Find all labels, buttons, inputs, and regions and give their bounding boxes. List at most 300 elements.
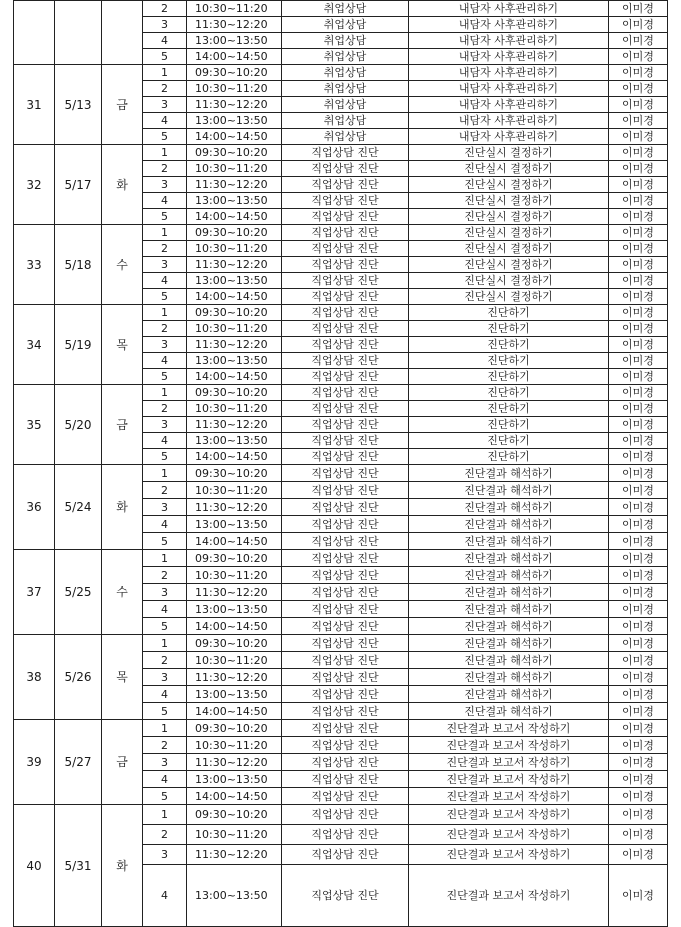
period-cell: 4 [143,601,187,618]
instructor-cell: 이미경 [609,567,668,584]
period-cell: 3 [143,177,187,193]
subject-cell: 직업상담 진단 [282,771,409,788]
time-cell: 11:30~12:20 [187,669,282,686]
period-cell: 3 [143,97,187,113]
time-cell: 13:00~13:50 [187,353,282,369]
no-cell [14,1,55,65]
content-cell: 진단하기 [409,321,609,337]
time-cell: 09:30~10:20 [187,635,282,652]
subject-cell: 직업상담 진단 [282,289,409,305]
period-cell: 1 [143,550,187,567]
period-cell: 1 [143,305,187,321]
time-cell: 10:30~11:20 [187,567,282,584]
period-cell: 4 [143,433,187,449]
date-cell: 5/13 [55,65,102,145]
instructor-cell: 이미경 [609,193,668,209]
content-cell: 진단하기 [409,417,609,433]
content-cell: 진단실시 결정하기 [409,273,609,289]
instructor-cell: 이미경 [609,385,668,401]
day-number-cell: 32 [14,145,55,225]
table-row [14,145,668,161]
time-cell: 09:30~10:20 [187,720,282,737]
period-cell: 4 [143,273,187,289]
time-cell: 13:00~13:50 [187,686,282,703]
instructor-cell: 이미경 [609,241,668,257]
subject-cell: 직업상담 진단 [282,788,409,805]
time-cell: 10:30~11:20 [187,401,282,417]
subject-cell: 직업상담 진단 [282,686,409,703]
content-cell: 진단실시 결정하기 [409,209,609,225]
content-cell: 진단실시 결정하기 [409,177,609,193]
weekday-cell: 화 [102,805,143,927]
instructor-cell: 이미경 [609,401,668,417]
subject-cell: 직업상담 진단 [282,225,409,241]
instructor-cell: 이미경 [609,129,668,145]
weekday-cell: 수 [102,550,143,635]
period-cell: 3 [143,257,187,273]
period-cell: 4 [143,865,187,927]
period-cell: 3 [143,669,187,686]
time-cell: 11:30~12:20 [187,417,282,433]
subject-cell: 직업상담 진단 [282,584,409,601]
content-cell: 진단결과 해석하기 [409,465,609,482]
time-cell: 13:00~13:50 [187,601,282,618]
content-cell: 내담자 사후관리하기 [409,1,609,17]
period-cell: 1 [143,65,187,81]
time-cell: 11:30~12:20 [187,584,282,601]
subject-cell: 직업상담 진단 [282,209,409,225]
subject-cell: 직업상담 진단 [282,273,409,289]
instructor-cell: 이미경 [609,771,668,788]
time-cell: 14:00~14:50 [187,449,282,465]
date-cell: 5/25 [55,550,102,635]
instructor-cell: 이미경 [609,533,668,550]
period-cell: 2 [143,1,187,17]
period-cell: 3 [143,754,187,771]
instructor-cell: 이미경 [609,113,668,129]
content-cell: 내담자 사후관리하기 [409,33,609,49]
content-cell: 진단결과 보고서 작성하기 [409,865,609,927]
subject-cell: 취업상담 [282,129,409,145]
time-cell: 09:30~10:20 [187,805,282,825]
subject-cell: 직업상담 진단 [282,601,409,618]
instructor-cell: 이미경 [609,686,668,703]
day-number-cell: 36 [14,465,55,550]
content-cell: 진단하기 [409,401,609,417]
time-cell: 14:00~14:50 [187,788,282,805]
period-cell: 3 [143,845,187,865]
instructor-cell: 이미경 [609,601,668,618]
table-row [14,225,668,241]
day-number-cell: 38 [14,635,55,720]
weekday-cell: 목 [102,305,143,385]
content-cell: 진단결과 해석하기 [409,499,609,516]
time-cell: 11:30~12:20 [187,177,282,193]
content-cell: 진단하기 [409,433,609,449]
instructor-cell: 이미경 [609,305,668,321]
table-row [14,1,668,17]
period-cell: 5 [143,788,187,805]
date-cell: 5/26 [55,635,102,720]
content-cell: 진단결과 해석하기 [409,550,609,567]
time-cell: 14:00~14:50 [187,209,282,225]
subject-cell: 취업상담 [282,1,409,17]
instructor-cell: 이미경 [609,321,668,337]
time-cell: 09:30~10:20 [187,465,282,482]
subject-cell: 직업상담 진단 [282,369,409,385]
content-cell: 진단결과 보고서 작성하기 [409,788,609,805]
time-cell: 14:00~14:50 [187,49,282,65]
content-cell: 내담자 사후관리하기 [409,97,609,113]
content-cell: 진단결과 해석하기 [409,618,609,635]
instructor-cell: 이미경 [609,635,668,652]
weekday-cell: 금 [102,65,143,145]
time-cell: 14:00~14:50 [187,129,282,145]
content-cell: 진단결과 해석하기 [409,652,609,669]
subject-cell: 직업상담 진단 [282,465,409,482]
subject-cell: 직업상담 진단 [282,353,409,369]
instructor-cell: 이미경 [609,81,668,97]
subject-cell: 직업상담 진단 [282,433,409,449]
date-cell: 5/24 [55,465,102,550]
time-cell: 14:00~14:50 [187,703,282,720]
period-cell: 5 [143,703,187,720]
period-cell: 2 [143,401,187,417]
date-cell: 5/27 [55,720,102,805]
period-cell: 5 [143,369,187,385]
period-cell: 3 [143,17,187,33]
period-cell: 2 [143,81,187,97]
content-cell: 진단결과 해석하기 [409,516,609,533]
content-cell: 진단실시 결정하기 [409,289,609,305]
time-cell: 09:30~10:20 [187,65,282,81]
time-cell: 11:30~12:20 [187,97,282,113]
period-cell: 4 [143,686,187,703]
subject-cell: 취업상담 [282,17,409,33]
period-cell: 1 [143,385,187,401]
subject-cell: 직업상담 진단 [282,703,409,720]
content-cell: 진단하기 [409,337,609,353]
instructor-cell: 이미경 [609,273,668,289]
day-number-cell: 31 [14,65,55,145]
weekday-cell: 화 [102,145,143,225]
subject-cell: 직업상담 진단 [282,482,409,499]
period-cell: 5 [143,129,187,145]
period-cell: 5 [143,618,187,635]
table-row [14,65,668,81]
time-cell: 09:30~10:20 [187,550,282,567]
table-row [14,305,668,321]
period-cell: 1 [143,720,187,737]
subject-cell: 직업상담 진단 [282,865,409,927]
content-cell: 내담자 사후관리하기 [409,81,609,97]
instructor-cell: 이미경 [609,652,668,669]
subject-cell: 취업상담 [282,65,409,81]
period-cell: 4 [143,771,187,788]
date-cell: 5/19 [55,305,102,385]
time-cell: 14:00~14:50 [187,533,282,550]
date-cell: 5/20 [55,385,102,465]
time-cell: 14:00~14:50 [187,618,282,635]
content-cell: 내담자 사후관리하기 [409,17,609,33]
instructor-cell: 이미경 [609,516,668,533]
subject-cell: 취업상담 [282,81,409,97]
time-cell: 10:30~11:20 [187,161,282,177]
table-row [14,550,668,567]
subject-cell: 직업상담 진단 [282,720,409,737]
time-cell: 11:30~12:20 [187,17,282,33]
time-cell: 10:30~11:20 [187,737,282,754]
content-cell: 진단결과 해석하기 [409,669,609,686]
time-cell: 13:00~13:50 [187,273,282,289]
time-cell: 10:30~11:20 [187,321,282,337]
subject-cell: 직업상담 진단 [282,845,409,865]
schedule-table [13,0,668,927]
date-cell: 5/18 [55,225,102,305]
instructor-cell: 이미경 [609,865,668,927]
content-cell: 진단하기 [409,369,609,385]
content-cell: 진단결과 보고서 작성하기 [409,737,609,754]
subject-cell: 직업상담 진단 [282,449,409,465]
subject-cell: 직업상담 진단 [282,177,409,193]
time-cell: 10:30~11:20 [187,81,282,97]
time-cell: 10:30~11:20 [187,652,282,669]
subject-cell: 직업상담 진단 [282,257,409,273]
content-cell: 진단하기 [409,385,609,401]
instructor-cell: 이미경 [609,337,668,353]
instructor-cell: 이미경 [609,788,668,805]
period-cell: 2 [143,825,187,845]
period-cell: 4 [143,193,187,209]
period-cell: 2 [143,161,187,177]
instructor-cell: 이미경 [609,369,668,385]
subject-cell: 취업상담 [282,97,409,113]
subject-cell: 직업상담 진단 [282,737,409,754]
time-cell: 13:00~13:50 [187,865,282,927]
weekday-cell: 수 [102,225,143,305]
subject-cell: 직업상담 진단 [282,193,409,209]
table-row [14,805,668,825]
instructor-cell: 이미경 [609,177,668,193]
content-cell: 내담자 사후관리하기 [409,49,609,65]
time-cell: 11:30~12:20 [187,499,282,516]
content-cell: 진단결과 해석하기 [409,584,609,601]
instructor-cell: 이미경 [609,209,668,225]
weekday-cell: 화 [102,465,143,550]
time-cell: 11:30~12:20 [187,845,282,865]
date-cell: 5/31 [55,805,102,927]
instructor-cell: 이미경 [609,33,668,49]
subject-cell: 취업상담 [282,113,409,129]
instructor-cell: 이미경 [609,754,668,771]
subject-cell: 직업상담 진단 [282,533,409,550]
content-cell: 내담자 사후관리하기 [409,65,609,81]
instructor-cell: 이미경 [609,257,668,273]
time-cell: 14:00~14:50 [187,369,282,385]
instructor-cell: 이미경 [609,17,668,33]
period-cell: 3 [143,499,187,516]
date-cell [55,1,102,65]
content-cell: 진단결과 해석하기 [409,567,609,584]
content-cell: 진단결과 보고서 작성하기 [409,754,609,771]
period-cell: 2 [143,241,187,257]
period-cell: 1 [143,635,187,652]
period-cell: 2 [143,652,187,669]
subject-cell: 직업상담 진단 [282,567,409,584]
subject-cell: 직업상담 진단 [282,385,409,401]
time-cell: 13:00~13:50 [187,516,282,533]
table-row [14,720,668,737]
content-cell: 진단하기 [409,305,609,321]
subject-cell: 직업상담 진단 [282,401,409,417]
content-cell: 진단결과 보고서 작성하기 [409,805,609,825]
table-row [14,385,668,401]
content-cell: 진단결과 해석하기 [409,601,609,618]
period-cell: 5 [143,49,187,65]
period-cell: 4 [143,33,187,49]
period-cell: 3 [143,337,187,353]
instructor-cell: 이미경 [609,433,668,449]
content-cell: 진단실시 결정하기 [409,241,609,257]
period-cell: 1 [143,225,187,241]
period-cell: 1 [143,805,187,825]
content-cell: 진단하기 [409,353,609,369]
instructor-cell: 이미경 [609,161,668,177]
instructor-cell: 이미경 [609,289,668,305]
content-cell: 진단실시 결정하기 [409,193,609,209]
instructor-cell: 이미경 [609,1,668,17]
subject-cell: 직업상담 진단 [282,805,409,825]
table-row [14,635,668,652]
time-cell: 13:00~13:50 [187,433,282,449]
time-cell: 14:00~14:50 [187,289,282,305]
content-cell: 진단결과 해석하기 [409,482,609,499]
day-number-cell: 34 [14,305,55,385]
period-cell: 4 [143,516,187,533]
subject-cell: 직업상담 진단 [282,145,409,161]
content-cell: 진단결과 보고서 작성하기 [409,771,609,788]
instructor-cell: 이미경 [609,225,668,241]
content-cell: 진단하기 [409,449,609,465]
period-cell: 1 [143,145,187,161]
period-cell: 3 [143,417,187,433]
content-cell: 진단결과 보고서 작성하기 [409,845,609,865]
instructor-cell: 이미경 [609,465,668,482]
period-cell: 5 [143,449,187,465]
subject-cell: 직업상담 진단 [282,825,409,845]
time-cell: 11:30~12:20 [187,754,282,771]
instructor-cell: 이미경 [609,845,668,865]
weekday-cell: 목 [102,635,143,720]
period-cell: 5 [143,533,187,550]
subject-cell: 직업상담 진단 [282,635,409,652]
subject-cell: 직업상담 진단 [282,305,409,321]
date-cell: 5/17 [55,145,102,225]
subject-cell: 직업상담 진단 [282,618,409,635]
period-cell: 3 [143,584,187,601]
instructor-cell: 이미경 [609,145,668,161]
instructor-cell: 이미경 [609,482,668,499]
period-cell: 5 [143,289,187,305]
content-cell: 진단결과 해석하기 [409,533,609,550]
weekday-cell: 금 [102,385,143,465]
time-cell: 13:00~13:50 [187,771,282,788]
subject-cell: 직업상담 진단 [282,516,409,533]
day-number-cell: 33 [14,225,55,305]
instructor-cell: 이미경 [609,825,668,845]
content-cell: 진단실시 결정하기 [409,145,609,161]
instructor-cell: 이미경 [609,703,668,720]
period-cell: 2 [143,321,187,337]
time-cell: 09:30~10:20 [187,305,282,321]
subject-cell: 직업상담 진단 [282,754,409,771]
instructor-cell: 이미경 [609,49,668,65]
content-cell: 진단실시 결정하기 [409,225,609,241]
time-cell: 10:30~11:20 [187,825,282,845]
time-cell: 13:00~13:50 [187,33,282,49]
instructor-cell: 이미경 [609,737,668,754]
subject-cell: 직업상담 진단 [282,321,409,337]
content-cell: 진단결과 해석하기 [409,703,609,720]
period-cell: 5 [143,209,187,225]
content-cell: 진단실시 결정하기 [409,161,609,177]
weekday-cell [102,1,143,65]
time-cell: 13:00~13:50 [187,113,282,129]
subject-cell: 취업상담 [282,49,409,65]
content-cell: 진단결과 보고서 작성하기 [409,720,609,737]
time-cell: 09:30~10:20 [187,225,282,241]
time-cell: 10:30~11:20 [187,241,282,257]
subject-cell: 직업상담 진단 [282,417,409,433]
subject-cell: 직업상담 진단 [282,669,409,686]
subject-cell: 직업상담 진단 [282,161,409,177]
period-cell: 4 [143,113,187,129]
content-cell: 진단결과 해석하기 [409,686,609,703]
day-number-cell: 39 [14,720,55,805]
time-cell: 13:00~13:50 [187,193,282,209]
instructor-cell: 이미경 [609,499,668,516]
day-number-cell: 40 [14,805,55,927]
period-cell: 2 [143,567,187,584]
content-cell: 진단결과 해석하기 [409,635,609,652]
table-row [14,465,668,482]
instructor-cell: 이미경 [609,353,668,369]
time-cell: 09:30~10:20 [187,145,282,161]
instructor-cell: 이미경 [609,449,668,465]
day-number-cell: 35 [14,385,55,465]
period-cell: 4 [143,353,187,369]
instructor-cell: 이미경 [609,417,668,433]
period-cell: 2 [143,482,187,499]
time-cell: 11:30~12:20 [187,337,282,353]
time-cell: 09:30~10:20 [187,385,282,401]
subject-cell: 직업상담 진단 [282,241,409,257]
instructor-cell: 이미경 [609,550,668,567]
instructor-cell: 이미경 [609,618,668,635]
time-cell: 11:30~12:20 [187,257,282,273]
content-cell: 내담자 사후관리하기 [409,113,609,129]
subject-cell: 취업상담 [282,33,409,49]
instructor-cell: 이미경 [609,805,668,825]
subject-cell: 직업상담 진단 [282,652,409,669]
period-cell: 1 [143,465,187,482]
subject-cell: 직업상담 진단 [282,499,409,516]
instructor-cell: 이미경 [609,720,668,737]
subject-cell: 직업상담 진단 [282,550,409,567]
instructor-cell: 이미경 [609,584,668,601]
time-cell: 10:30~11:20 [187,1,282,17]
instructor-cell: 이미경 [609,97,668,113]
